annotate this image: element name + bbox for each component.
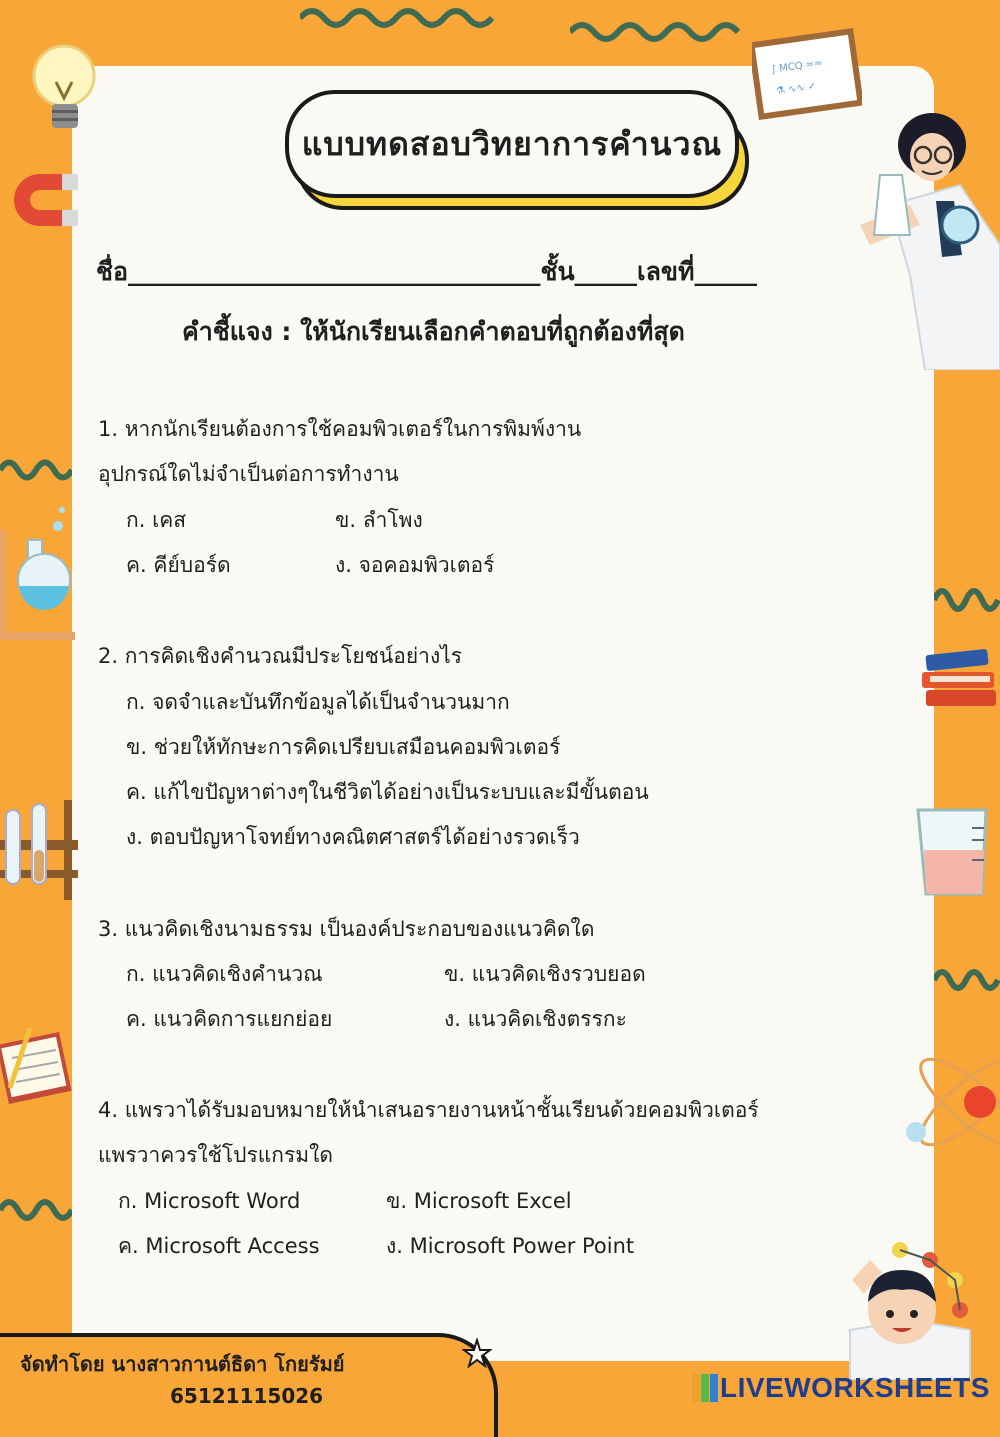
scientist-boy-illustration — [830, 1240, 1000, 1380]
question-4-text-cont: แพรวาควรใช้โปรแกรมใด — [98, 1143, 334, 1167]
title-box — [285, 90, 739, 198]
wave-decoration — [570, 14, 740, 44]
question-1-option-c[interactable]: ค. คีย์บอร์ด — [126, 553, 231, 577]
liveworksheets-logo[interactable]: LIVEWORKSHEETS — [720, 1372, 990, 1403]
question-1-option-b[interactable]: ข. ลำโพง — [335, 508, 423, 532]
question-3-option-a[interactable]: ก. แนวคิดเชิงคำนวณ — [126, 962, 323, 986]
question-1-text-cont: อุปกรณ์ใดไม่จำเป็นต่อการทำงาน — [98, 462, 399, 486]
question-3-option-b[interactable]: ข. แนวคิดเชิงรวบยอด — [444, 962, 646, 986]
question-4-text: 4. แพรวาได้รับมอบหมายให้นำเสนอรายงานหน้าชั้นเรียนด้วยคอมพิวเตอร์ — [98, 1098, 759, 1122]
test-tubes-icon — [0, 800, 80, 900]
question-2-option-d[interactable]: ง. ตอบปัญหาโจทย์ทางคณิตศาสตร์ได้อย่างรวดเร็ว — [126, 825, 580, 849]
author-name: จัดทำโดย นางสาวกานต์ธิดา โกยรัมย์ — [20, 1352, 345, 1376]
chalkboard-icon — [752, 28, 862, 123]
wave-decoration — [0, 430, 72, 490]
wave-decoration — [300, 0, 500, 30]
scientist-girl-illustration — [850, 105, 1000, 370]
flask-icon — [0, 500, 75, 640]
instruction: คำชี้แจง : ให้นักเรียนเลือกคำตอบที่ถูกต้องที่สุด — [182, 317, 685, 346]
question-3-option-c[interactable]: ค. แนวคิดการแยกย่อย — [126, 1007, 333, 1031]
notebook-icon — [0, 1018, 72, 1108]
question-4-option-a[interactable]: ก. Microsoft Word — [118, 1189, 301, 1213]
question-3-text: 3. แนวคิดเชิงนามธรรม เป็นองค์ประกอบของแนวคิดใด — [98, 917, 595, 941]
student-id: 65121115026 — [170, 1384, 324, 1408]
wave-decoration — [934, 560, 1000, 620]
question-2-option-c[interactable]: ค. แก้ไขปัญหาต่างๆในชีวิตได้อย่างเป็นระบบและมีขั้นตอน — [126, 780, 649, 804]
star-icon — [462, 1338, 492, 1368]
magnet-icon — [0, 160, 90, 240]
question-1-text: 1. หากนักเรียนต้องการใช้คอมพิวเตอร์ในการพิมพ์งาน — [98, 417, 582, 441]
question-1-option-a[interactable]: ก. เคส — [126, 508, 187, 532]
wave-decoration — [934, 950, 1000, 1010]
books-icon — [920, 640, 1000, 715]
atom-icon — [900, 1040, 1000, 1150]
light-bulb-icon — [28, 42, 108, 137]
question-4-option-c[interactable]: ค. Microsoft Access — [118, 1234, 320, 1258]
page-title: แบบทดสอบวิทยาการคำนวณ — [301, 124, 723, 163]
question-1-option-d[interactable]: ง. จอคอมพิวเตอร์ — [335, 553, 495, 577]
liveworksheets-logo-icon — [692, 1374, 718, 1402]
question-3-option-d[interactable]: ง. แนวคิดเชิงตรรกะ — [444, 1007, 627, 1031]
beaker-icon — [912, 800, 1000, 900]
question-4-option-d[interactable]: ง. Microsoft Power Point — [386, 1234, 635, 1258]
name-line[interactable]: ชื่อ_________________________________ชั้น_____เลขที่_____ — [96, 257, 757, 286]
svg-text:⚗ ∿∿ ✓: ⚗ ∿∿ ✓ — [775, 80, 818, 98]
title-banner — [285, 90, 743, 202]
question-2-text: 2. การคิดเชิงคำนวณมีประโยชน์อย่างไร — [98, 644, 463, 668]
svg-text:∫ MCQ ≈≈: ∫ MCQ ≈≈ — [770, 57, 824, 76]
question-2-option-b[interactable]: ข. ช่วยให้ทักษะการคิดเปรียบเสมือนคอมพิวเตอร์ — [126, 735, 561, 759]
question-2-option-a[interactable]: ก. จดจำและบันทึกข้อมูลได้เป็นจำนวนมาก — [126, 690, 510, 714]
wave-decoration — [0, 1180, 72, 1240]
question-4-option-b[interactable]: ข. Microsoft Excel — [386, 1189, 572, 1213]
